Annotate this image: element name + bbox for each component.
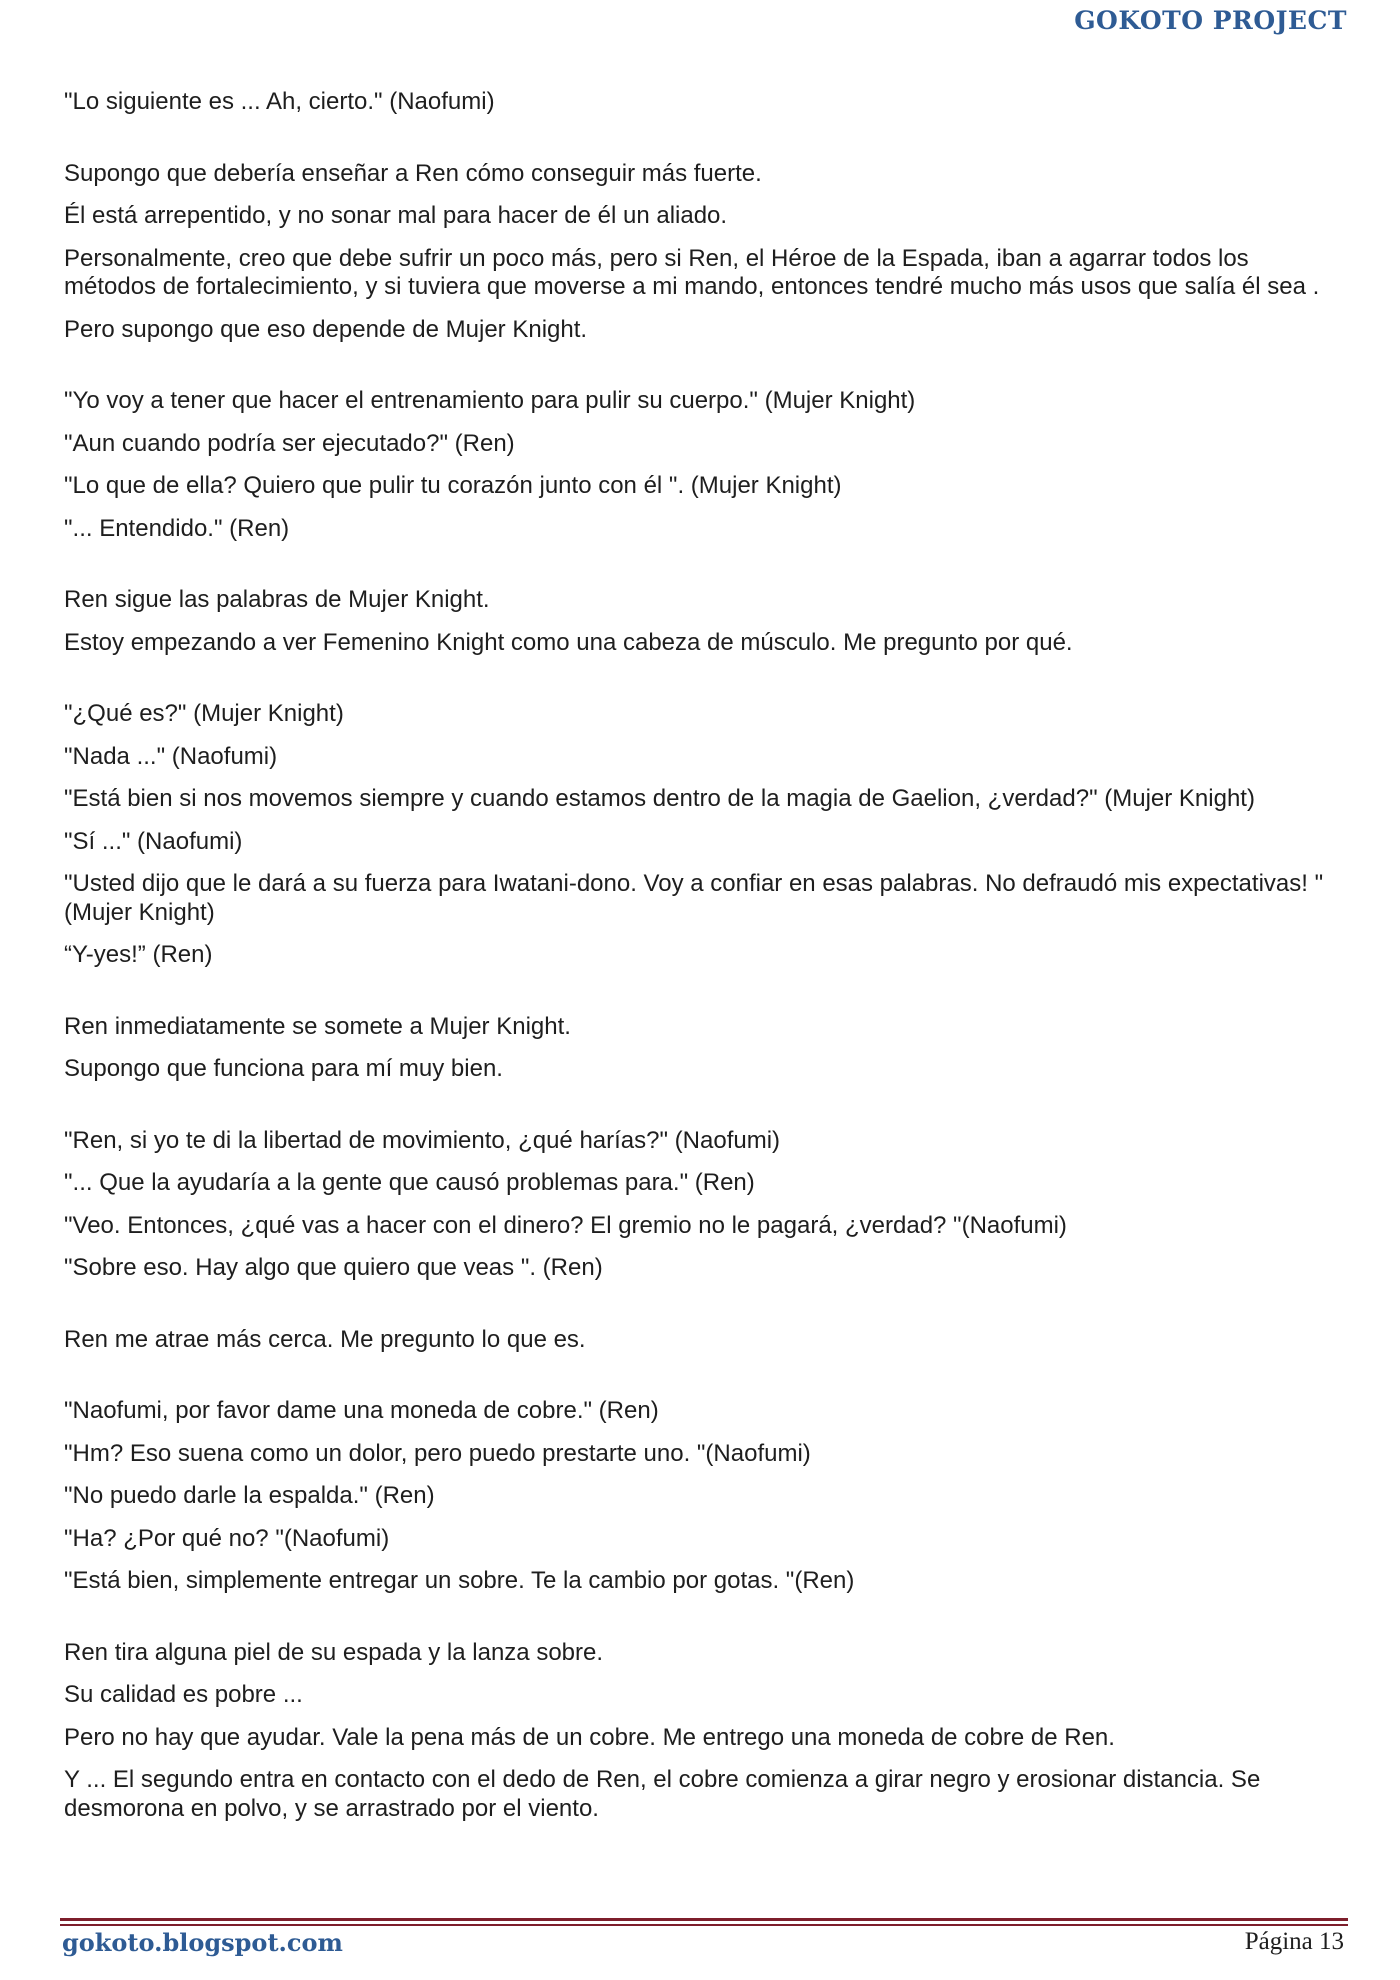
paragraph: "Sí ..." (Naofumi) [64, 827, 243, 855]
paragraph: Su calidad es pobre ... [64, 1681, 303, 1708]
document-body [64, 88, 1334, 1837]
header-brand: GOKOTO PROJECT [1074, 6, 1347, 35]
paragraph: "Está bien si nos movemos siempre y cuando estamos dentro de la magia de Gaelion, ¿verdad?" (Mujer Knight) [64, 785, 1255, 812]
paragraph: "Nada ..." (Naofumi) [64, 742, 278, 770]
paragraph: Personalmente, creo que debe sufrir un poco más, pero si Ren, el Héroe de la Espada, iban a agarrar todos los métodos de fortalecimiento, y si tuviera que moverse a mi mando, entonces tendré mucho más usos que salía él sea . [64, 244, 1320, 300]
paragraph: "Usted dijo que le dará a su fuerza para Iwatani-dono. Voy a confiar en esas palabras. No defraudó mis expectativas! "(Mujer Knight) [64, 870, 1324, 926]
paragraph: "Veo. Entonces, ¿qué vas a hacer con el dinero? El gremio no le pagará, ¿verdad? "(Naofumi) [64, 1211, 1067, 1239]
paragraph: "Lo siguiente es ... Ah, cierto." (Naofumi) [64, 88, 495, 115]
paragraph: "Está bien, simplemente entregar un sobre. Te la cambio por gotas. "(Ren) [64, 1567, 855, 1594]
paragraph: Estoy empezando a ver Femenino Knight como una cabeza de músculo. Me pregunto por qué. [64, 628, 1073, 656]
paragraph: "Ha? ¿Por qué no? "(Naofumi) [64, 1524, 390, 1552]
page-number: Página 13 [1244, 1928, 1344, 1955]
footer-divider [60, 1918, 1348, 1921]
paragraph: "No puedo darle la espalda." (Ren) [64, 1482, 435, 1509]
paragraph: "Sobre eso. Hay algo que quiero que veas ". (Ren) [64, 1254, 603, 1281]
paragraph: "Aun cuando podría ser ejecutado?" (Ren) [64, 429, 515, 457]
paragraph: Ren sigue las palabras de Mujer Knight. [64, 586, 490, 613]
paragraph: Él está arrepentido, y no sonar mal para hacer de él un aliado. [64, 202, 728, 229]
paragraph: "Ren, si yo te di la libertad de movimiento, ¿qué harías?" (Naofumi) [64, 1126, 781, 1154]
paragraph: Supongo que debería enseñar a Ren cómo conseguir más fuerte. [64, 159, 762, 187]
paragraph: "Yo voy a tener que hacer el entrenamiento para pulir su cuerpo." (Mujer Knight) [64, 387, 916, 414]
paragraph: “Y-yes!” (Ren) [64, 941, 213, 968]
paragraph: "... Que la ayudaría a la gente que causó problemas para." (Ren) [64, 1169, 755, 1196]
paragraph: Ren tira alguna piel de su espada y la lanza sobre. [64, 1638, 604, 1666]
footer-site-link[interactable]: gokoto.blogspot.com [62, 1928, 343, 1957]
paragraph: "¿Qué es?" (Mujer Knight) [64, 700, 344, 727]
paragraph: "Naofumi, por favor dame una moneda de cobre." (Ren) [64, 1397, 659, 1424]
paragraph: "Hm? Eso suena como un dolor, pero puedo prestarte uno. "(Naofumi) [64, 1439, 811, 1467]
paragraph: Y ... El segundo entra en contacto con el dedo de Ren, el cobre comienza a girar negro y erosionar distancia. Se desmorona en polvo, y se arrastrado por el viento. [64, 1766, 1261, 1822]
footer-divider-thin [60, 1924, 1348, 1926]
paragraph: Pero supongo que eso depende de Mujer Knight. [64, 315, 588, 343]
paragraph: "... Entendido." (Ren) [64, 514, 290, 542]
paragraph: Pero no hay que ayudar. Vale la pena más de un cobre. Me entrego una moneda de cobre de Ren. [64, 1723, 1115, 1751]
paragraph: "Lo que de ella? Quiero que pulir tu corazón junto con él ". (Mujer Knight) [64, 472, 842, 499]
paragraph: Ren me atrae más cerca. Me pregunto lo que es. [64, 1325, 586, 1353]
paragraph: Ren inmediatamente se somete a Mujer Knight. [64, 1012, 571, 1040]
paragraph: Supongo que funciona para mí muy bien. [64, 1055, 503, 1082]
